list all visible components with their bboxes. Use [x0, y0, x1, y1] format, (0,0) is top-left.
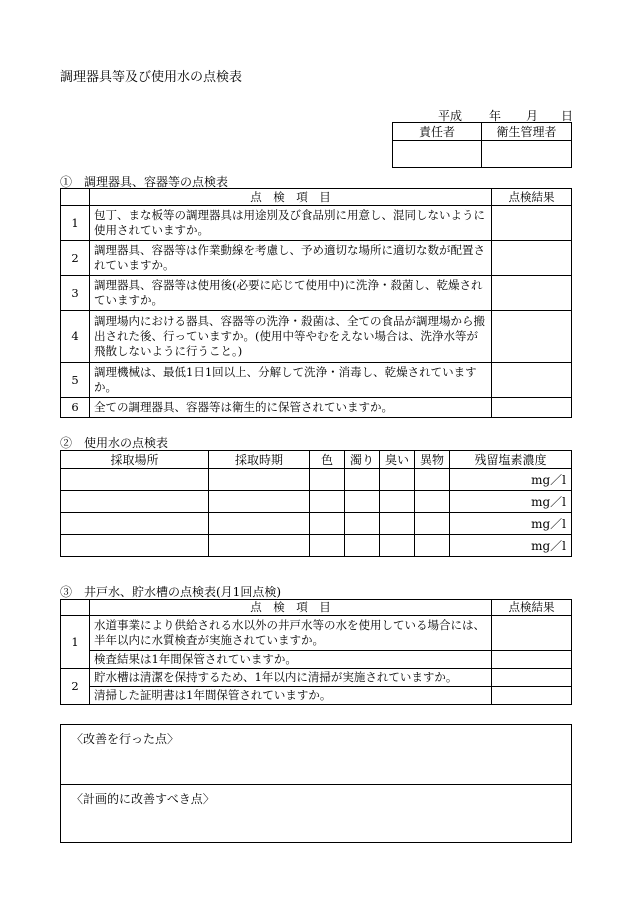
date-era: 平成	[438, 109, 463, 123]
improved-points-field[interactable]	[61, 725, 572, 785]
section1-row-5-text: 調理機械は、最低1日1回以上、分解して洗浄・消毒し、乾燥されていますか。	[90, 363, 492, 398]
section1-row-3-text: 調理器具、容器等は使用後(必要に応じて使用中)に洗浄・殺菌し、乾燥されていますか。	[90, 276, 492, 311]
section1-row-2-text: 調理器具、容器等は作業動線を考慮し、予め適切な場所に適切な数が配置されていますか。	[90, 241, 492, 276]
water-row-2-time[interactable]	[209, 491, 310, 513]
water-row-1-odor[interactable]	[380, 469, 415, 491]
section3-group-2-line-1-result[interactable]	[492, 669, 572, 687]
date-day: 日	[561, 109, 574, 123]
water-row-4-time[interactable]	[209, 535, 310, 557]
water-row-3-place[interactable]	[61, 513, 209, 535]
section2-heading: ② 使用水の点検表	[60, 436, 169, 450]
water-row-2-turbidity[interactable]	[345, 491, 380, 513]
section1-row-2-result[interactable]	[492, 241, 572, 276]
section1-no-header	[61, 189, 90, 206]
water-row-4-place[interactable]	[61, 535, 209, 557]
water-row-3-chlorine-unit[interactable]: mg／l	[450, 513, 572, 535]
date-month: 月	[526, 109, 539, 123]
section1-row-1-text: 包丁、まな板等の調理器具は用途別及び食品別に用意し、混同しないように使用されていますか。	[90, 206, 492, 241]
water-row-4-odor[interactable]	[380, 535, 415, 557]
section1-row-6-result[interactable]	[492, 398, 572, 418]
section1-row-6-text: 全ての調理器具、容器等は衛生的に保管されていますか。	[90, 398, 492, 418]
water-row-3-time[interactable]	[209, 513, 310, 535]
section1-row-5-no: 5	[61, 363, 90, 398]
water-row-4-turbidity[interactable]	[345, 535, 380, 557]
section1-result-header: 点検結果	[492, 189, 572, 206]
section1-row-2-no: 2	[61, 241, 90, 276]
section3-no-header	[61, 600, 90, 616]
responsible-seal-field[interactable]	[393, 141, 482, 168]
section3-group-2-line-2-result[interactable]	[492, 687, 572, 705]
col-sampling-place: 採取場所	[61, 451, 209, 469]
col-foreign-matter: 異物	[415, 451, 450, 469]
water-row-4-chlorine-unit[interactable]: mg／l	[450, 535, 572, 557]
section1-row-4-no: 4	[61, 311, 90, 363]
water-row-4-color[interactable]	[310, 535, 345, 557]
planned-improvements-field[interactable]	[61, 785, 572, 843]
section3-group-1-line-2-result[interactable]	[492, 651, 572, 669]
section2-table	[60, 450, 572, 557]
water-row-4-foreign[interactable]	[415, 535, 450, 557]
water-row-1-foreign[interactable]	[415, 469, 450, 491]
water-row-1-time[interactable]	[209, 469, 310, 491]
water-row-2-chlorine-unit[interactable]: mg／l	[450, 491, 572, 513]
signoff-table	[392, 122, 572, 168]
section3-group-1-no: 1	[61, 616, 90, 669]
section3-group-1-line-2: 検査結果は1年間保管されていますか。	[90, 651, 492, 669]
water-row-3-foreign[interactable]	[415, 513, 450, 535]
section1-row-4-text: 調理場内における器具、容器等の洗浄・殺菌は、全ての食品が調理場から搬出された後、行っていますか。(使用中等やむをえない場合は、洗浄水等が飛散しないように行うこと。)	[90, 311, 492, 363]
col-color: 色	[310, 451, 345, 469]
planned-improvements-label: 〈計画的に改善すべき点〉	[71, 792, 215, 806]
water-row-1-turbidity[interactable]	[345, 469, 380, 491]
section1-item-header: 点 検 項 目	[90, 189, 492, 206]
section3-result-header: 点検結果	[492, 600, 572, 616]
responsible-label: 責任者	[393, 123, 482, 141]
section3-group-2-line-2: 清掃した証明書は1年間保管されていますか。	[90, 687, 492, 705]
section1-table	[60, 188, 572, 418]
section1-row-5-result[interactable]	[492, 363, 572, 398]
section1-row-3-result[interactable]	[492, 276, 572, 311]
section1-row-6-no: 6	[61, 398, 90, 418]
section1-row-1-no: 1	[61, 206, 90, 241]
section3-group-1-line-1-result[interactable]	[492, 616, 572, 651]
section3-item-header: 点 検 項 目	[90, 600, 492, 616]
water-row-2-foreign[interactable]	[415, 491, 450, 513]
hygiene-manager-label: 衛生管理者	[482, 123, 572, 141]
water-row-1-color[interactable]	[310, 469, 345, 491]
col-odor: 臭い	[380, 451, 415, 469]
section3-group-2-line-1: 貯水槽は清潔を保持するため、1年以内に清掃が実施されていますか。	[90, 669, 492, 687]
water-row-3-turbidity[interactable]	[345, 513, 380, 535]
water-row-1-place[interactable]	[61, 469, 209, 491]
hygiene-manager-seal-field[interactable]	[482, 141, 572, 168]
water-row-3-odor[interactable]	[380, 513, 415, 535]
water-row-3-color[interactable]	[310, 513, 345, 535]
page-title: 調理器具等及び使用水の点検表	[60, 70, 243, 85]
section1-heading: ① 調理器具、容器等の点検表	[60, 175, 229, 189]
water-row-1-chlorine-unit[interactable]: mg／l	[450, 469, 572, 491]
section1-row-3-no: 3	[61, 276, 90, 311]
improved-points-label: 〈改善を行った点〉	[71, 732, 180, 746]
col-sampling-time: 採取時期	[209, 451, 310, 469]
col-residual-chlorine: 残留塩素濃度	[450, 451, 572, 469]
col-turbidity: 濁り	[345, 451, 380, 469]
date-year: 年	[489, 109, 502, 123]
section3-heading: ③ 井戸水、貯水槽の点検表(月1回点検)	[60, 585, 281, 599]
section3-table	[60, 599, 572, 705]
section3-group-1-line-1: 水道事業により供給される水以外の井戸水等の水を使用している場合には、半年以内に水質検査が実施されていますか。	[90, 616, 492, 651]
section1-row-4-result[interactable]	[492, 311, 572, 363]
water-row-2-color[interactable]	[310, 491, 345, 513]
notes-table	[60, 724, 572, 843]
water-row-2-odor[interactable]	[380, 491, 415, 513]
section1-row-1-result[interactable]	[492, 206, 572, 241]
section3-group-2-no: 2	[61, 669, 90, 705]
water-row-2-place[interactable]	[61, 491, 209, 513]
